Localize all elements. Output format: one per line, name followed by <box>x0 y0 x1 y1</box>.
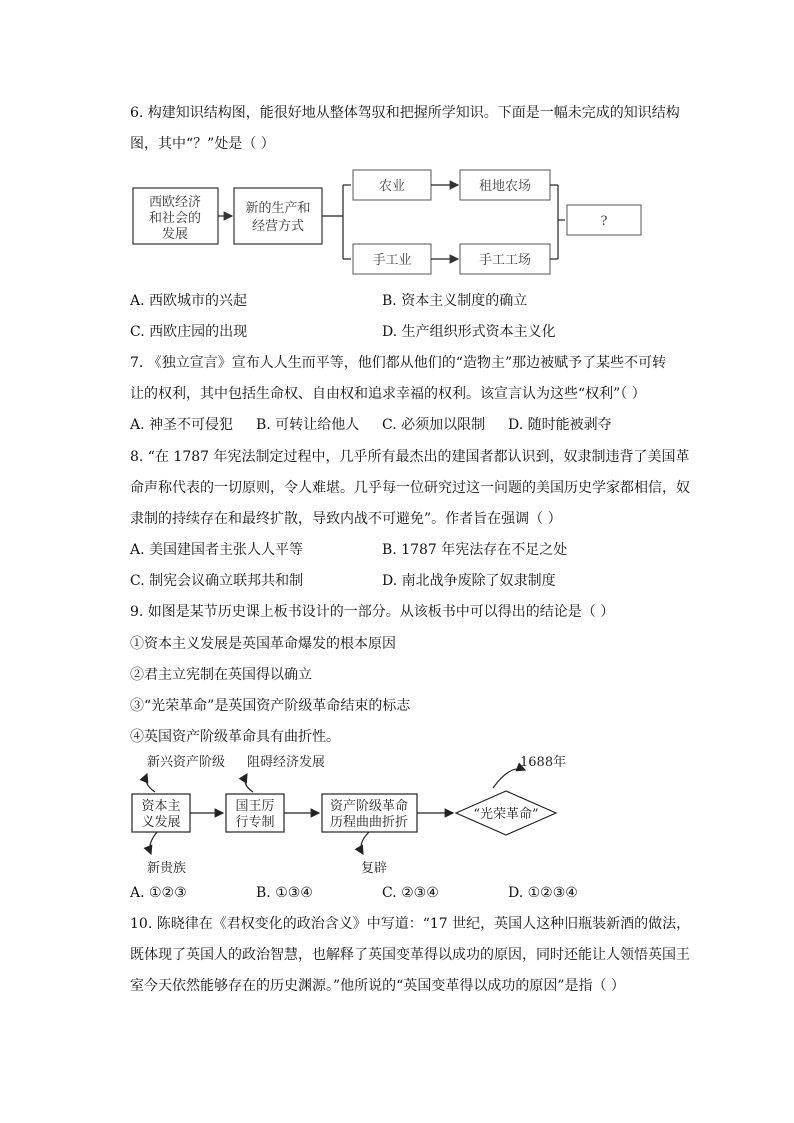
q9-option-d[interactable]: D. ①②③④ <box>508 885 578 901</box>
q8-option-d[interactable]: D. 南北战争废除了奴隶制度 <box>382 573 556 589</box>
q9-option-b[interactable]: B. ①③④ <box>256 885 313 901</box>
q9-stem-line1: 9. 如图是某节历史课上板书设计的一部分。从该板书中可以得出的结论是（ ） <box>130 604 615 620</box>
q6-farm-label: 租地农场 <box>478 179 532 194</box>
q9-statement-3: ③“光荣革命”是英国资产阶级革命结束的标志 <box>130 698 411 714</box>
q9-statement-4: ④英国资产阶级革命具有曲折性。 <box>130 729 340 745</box>
q6-box2-line2: 经营方式 <box>251 219 305 234</box>
q7-stem-line1: 7. 《独立宣言》宣布人人生而平等，他们都从他们的“造物主”那边被赋予了某些不可转 <box>130 355 667 371</box>
q6-option-d[interactable]: D. 生产组织形式资本主义化 <box>382 324 556 340</box>
q9-blackboard-diagram <box>125 748 585 878</box>
q7-option-b[interactable]: B. 可转让给他人 <box>256 417 360 433</box>
q10-stem-line2: 既体现了英国人的政治智慧，也解释了英国变革得以成功的原因，同时还能让人领悟英国王 <box>130 947 690 963</box>
q8-stem-line3: 隶制的持续存在和最终扩散，导致内战不可避免”。作者旨在强调（ ） <box>130 511 562 527</box>
q6-option-a[interactable]: A. 西欧城市的兴起 <box>130 293 248 309</box>
q6-box1-line3: 发展 <box>161 227 189 242</box>
q6-box1-line1: 西欧经济 <box>148 195 202 210</box>
q6-unknown-label: ? <box>600 214 608 229</box>
q10-stem-line1: 10. 陈晓律在《君权变化的政治含义》中写道：“17 世纪，英国人这种旧瓶装新酒的做法， <box>130 916 691 932</box>
q6-box2-line1: 新的生产和 <box>245 201 311 216</box>
q8-option-b[interactable]: B. 1787 年宪法存在不足之处 <box>382 542 568 558</box>
q9-label-restoration: 复辟 <box>361 861 388 876</box>
q8-option-a[interactable]: A. 美国建国者主张人人平等 <box>130 542 304 558</box>
q6-workshop-label: 手工工场 <box>478 253 532 268</box>
q9-box1-line2: 义发展 <box>141 815 181 830</box>
q9-option-c[interactable]: C. ②③④ <box>382 885 439 901</box>
q8-option-c[interactable]: C. 制宪会议确立联邦共和制 <box>130 573 304 589</box>
q9-box2-line2: 行专制 <box>235 815 275 830</box>
q9-box1-line1: 资本主 <box>141 799 181 814</box>
q8-stem-line2: 命声称代表的一切原则，令人难堪。几乎每一位研究过这一问题的美国历史学家都相信，奴 <box>130 480 690 496</box>
q9-statement-1: ①资本主义发展是英国革命爆发的根本原因 <box>130 636 396 652</box>
q9-statement-2: ②君主立宪制在英国得以确立 <box>130 667 312 683</box>
q9-diamond-label: “光荣革命” <box>473 807 539 822</box>
q7-option-d[interactable]: D. 随时能被剥夺 <box>508 417 612 433</box>
q6-box-new-production <box>234 188 322 244</box>
q7-option-c[interactable]: C. 必须加以限制 <box>382 417 486 433</box>
q7-stem-line2: 让的权利，其中包括生命权、自由权和追求幸福的权利。该宣言认为这些“权利”（ ） <box>130 386 646 402</box>
q6-knowledge-diagram <box>125 165 655 280</box>
q6-box1-line2: 和社会的 <box>148 211 202 226</box>
q9-label-year-1688: 1688年 <box>520 755 567 770</box>
q9-box3-line1: 资产阶级革命 <box>329 799 409 814</box>
q9-label-new-nobility: 新贵族 <box>147 861 187 876</box>
q9-label-new-bourgeoisie: 新兴资产阶级 <box>147 755 226 770</box>
q6-option-b[interactable]: B. 资本主义制度的确立 <box>382 293 528 309</box>
q9-box3-line2: 历程曲曲折折 <box>329 815 409 830</box>
q6-stem-line1: 6. 构建知识结构图，能很好地从整体驾驭和把握所学知识。下面是一幅未完成的知识结构 <box>130 105 680 121</box>
q6-agriculture-label: 农业 <box>378 179 406 194</box>
q7-option-a[interactable]: A. 神圣不可侵犯 <box>130 417 234 433</box>
q8-stem-line1: 8. “在 1787 年宪法制定过程中，几乎所有最杰出的建国者都认识到，奴隶制违背了美国革 <box>130 449 690 465</box>
q6-handicraft-label: 手工业 <box>372 253 412 268</box>
q6-option-c[interactable]: C. 西欧庄园的出现 <box>130 324 248 340</box>
q9-box2-line1: 国王厉 <box>235 799 275 814</box>
q6-stem-line2: 图，其中“？”处是（ ） <box>130 136 275 152</box>
q9-option-a[interactable]: A. ①②③ <box>130 885 187 901</box>
q9-label-hinder-economy: 阻碍经济发展 <box>247 755 326 770</box>
q10-stem-line3: 室今天依然能够存在的历史渊源。”他所说的“英国变革得以成功的原因”是指（ ） <box>130 978 625 994</box>
